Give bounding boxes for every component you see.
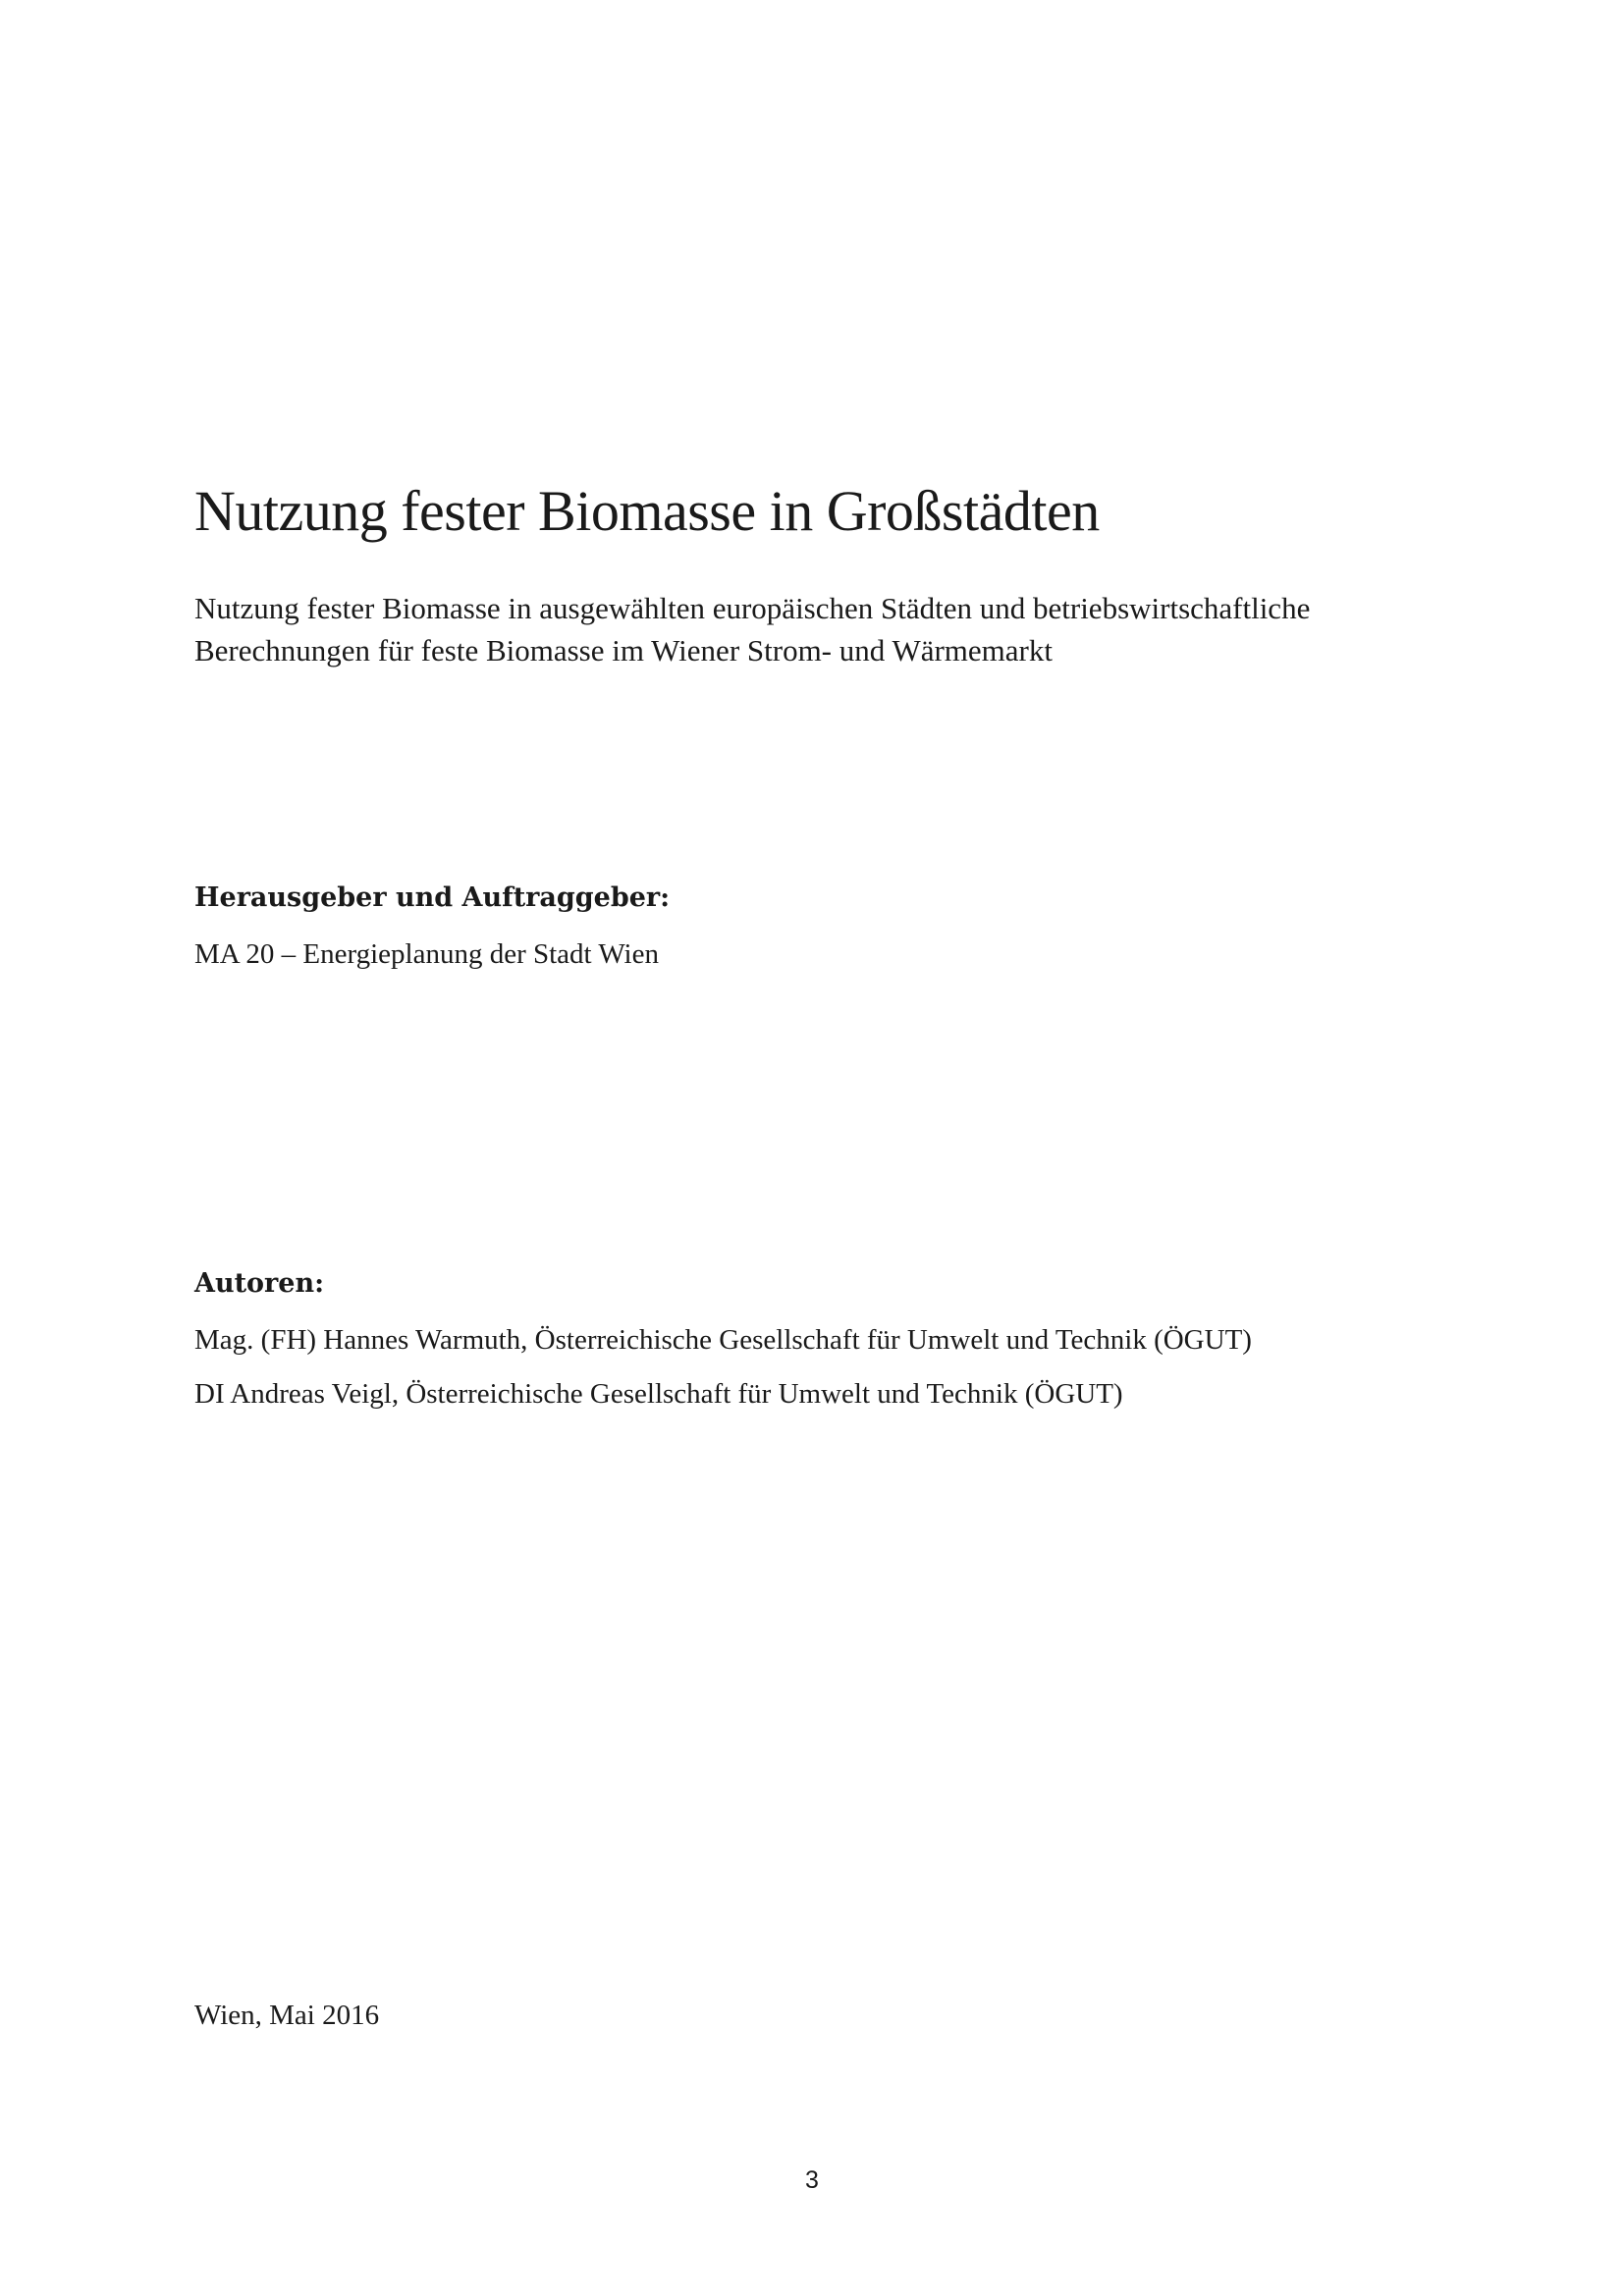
document-title: Nutzung fester Biomasse in Großstädten [194,479,1100,543]
place-date: Wien, Mai 2016 [194,2000,380,2031]
page-number: 3 [805,2166,819,2194]
author-item: DI Andreas Veigl, Österreichische Gesellschaft für Umwelt und Technik (ÖGUT) [194,1378,1123,1410]
subtitle-line-1: Nutzung fester Biomasse in ausgewählten europäischen Städten und betriebswirtschaftliche [194,591,1311,625]
authors-label: Autoren: [194,1268,325,1299]
document-subtitle [194,587,1471,671]
publisher-label: Herausgeber und Auftraggeber: [194,882,671,913]
publisher-name: MA 20 – Energieplanung der Stadt Wien [194,938,659,970]
subtitle-line-2: Berechnungen für feste Biomasse im Wiener Strom- und Wärmemarkt [194,633,1053,667]
author-item: Mag. (FH) Hannes Warmuth, Österreichische Gesellschaft für Umwelt und Technik (ÖGUT) [194,1324,1252,1356]
